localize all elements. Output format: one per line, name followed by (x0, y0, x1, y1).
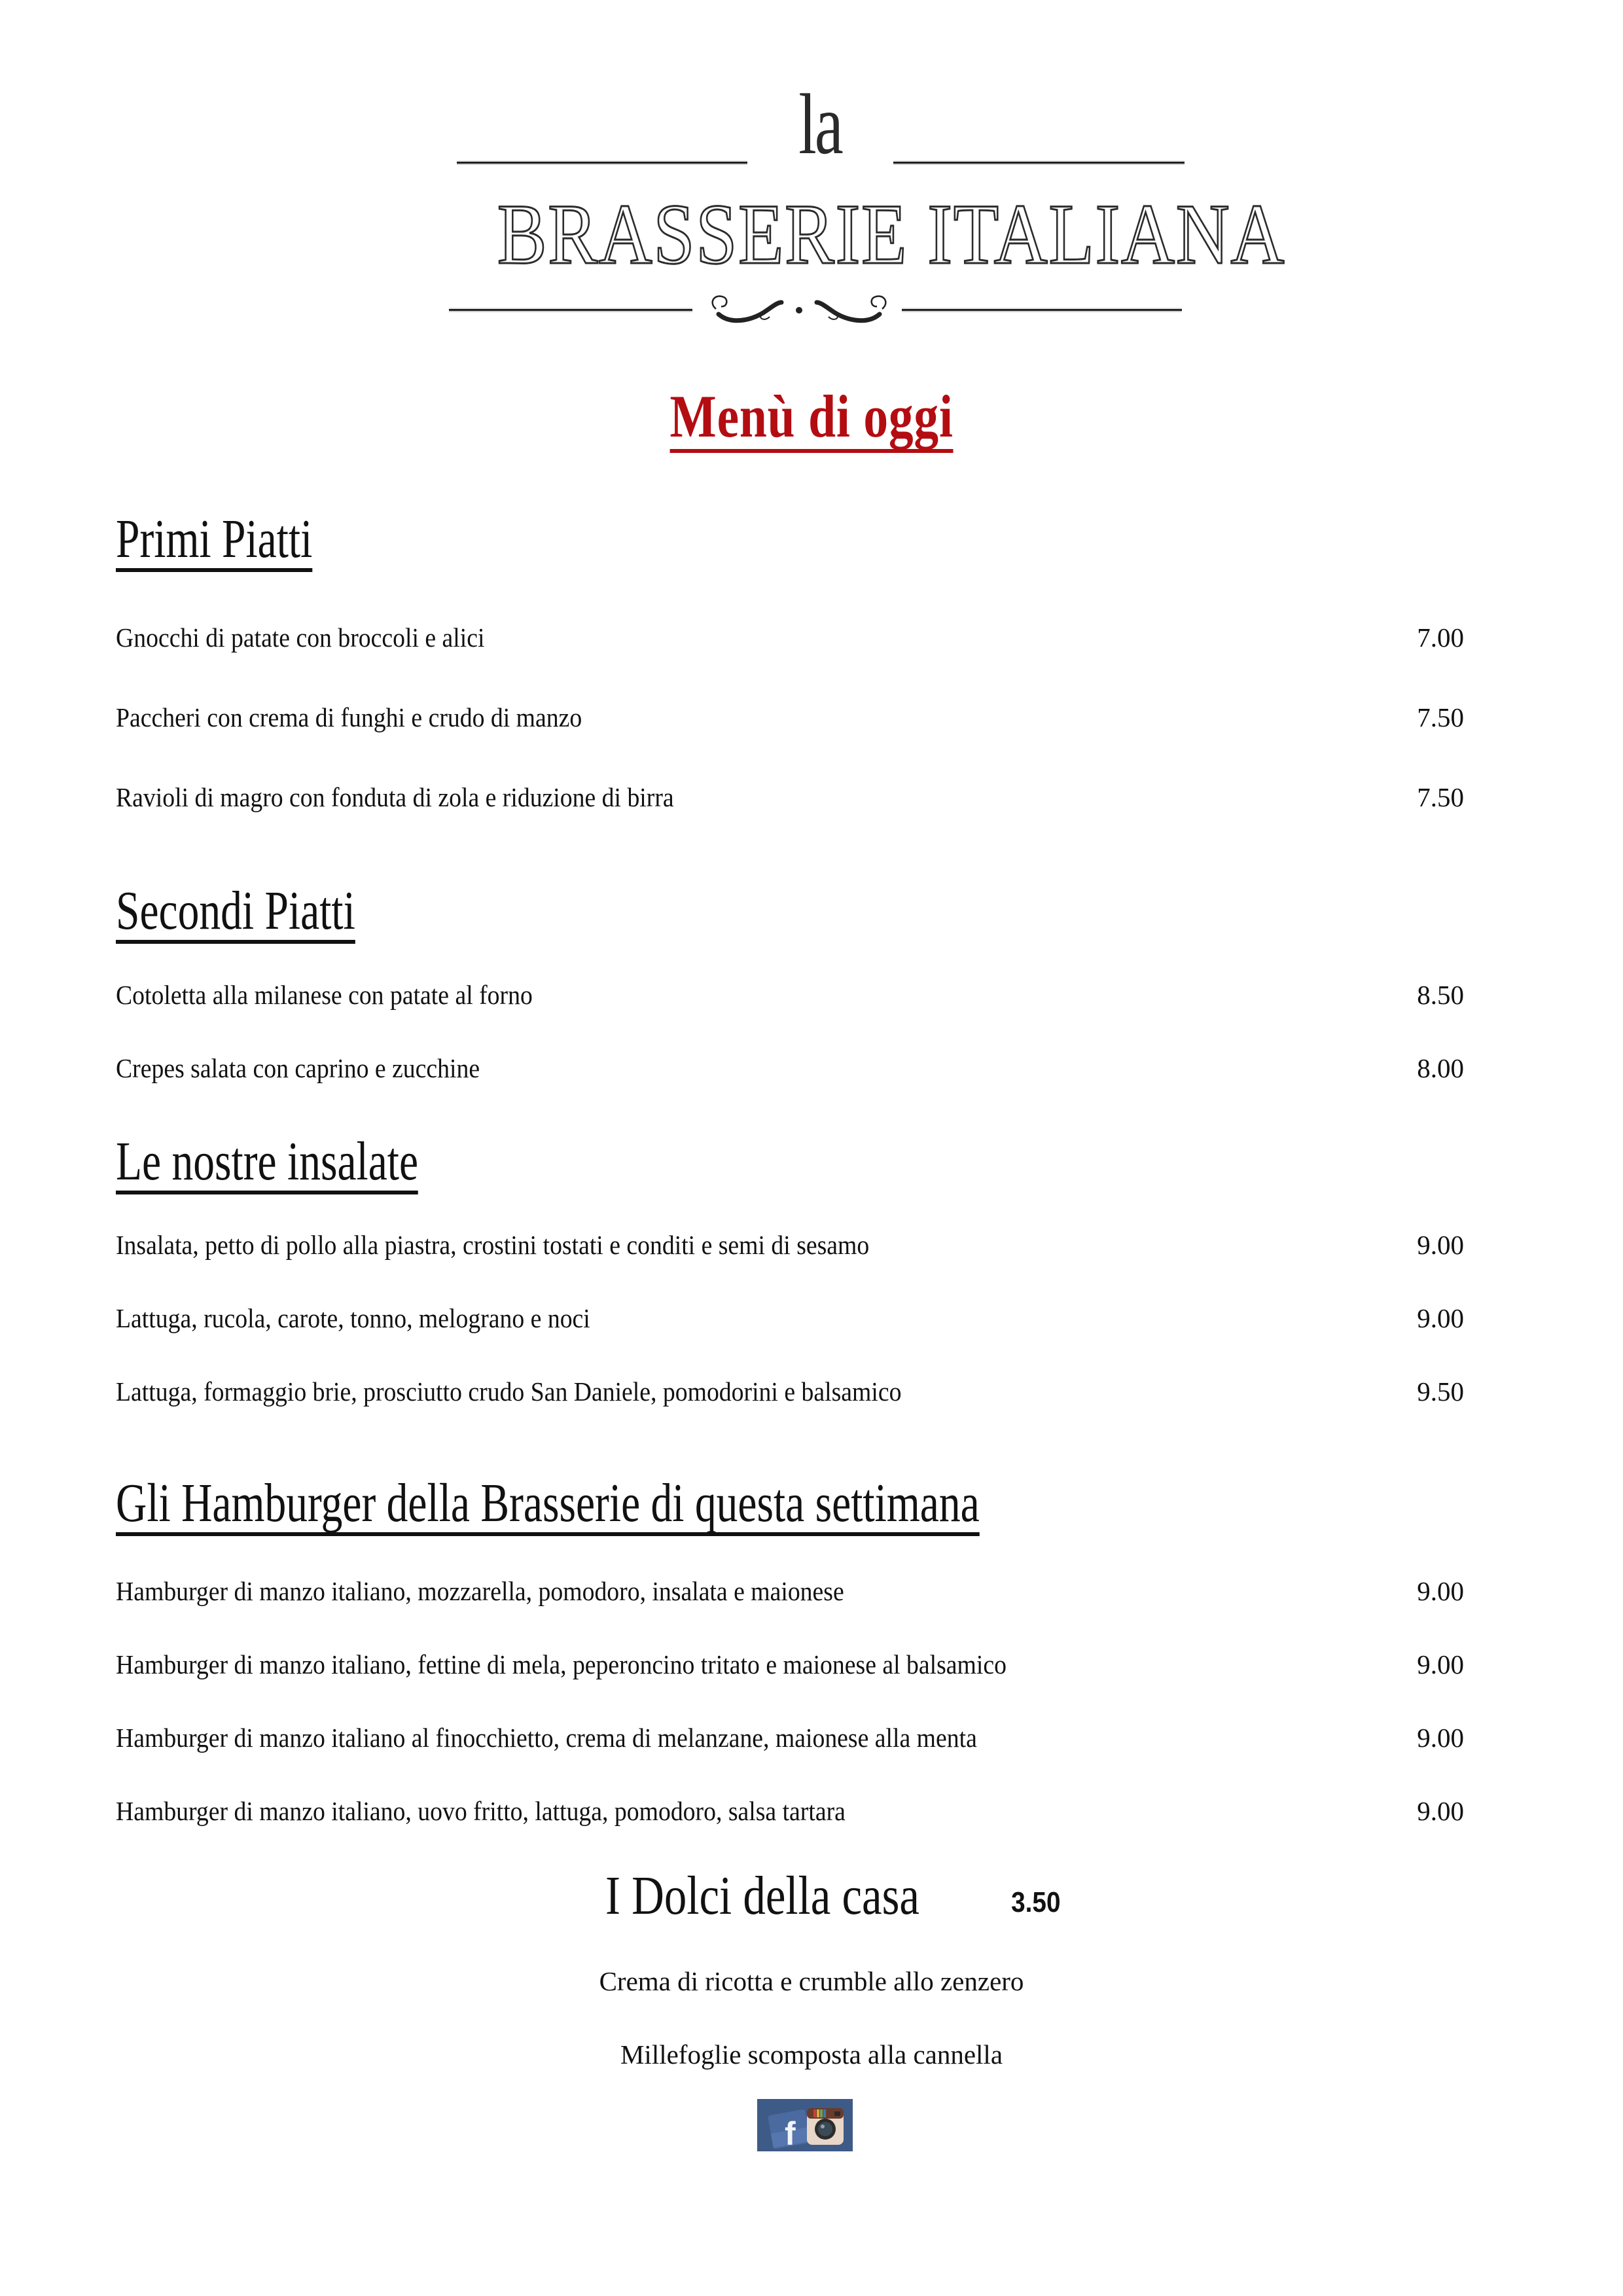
item-name: Ravioli di magro con fonduta di zola e riduzione di birra (116, 782, 674, 812)
item-price: 7.50 (1417, 702, 1464, 732)
item-price: 9.00 (1417, 1576, 1464, 1606)
section-heading-hamburger: Gli Hamburger della Brasserie di questa settimana (116, 1476, 980, 1536)
item-name: Paccheri con crema di funghi e crudo di manzo (116, 702, 582, 732)
logo-divider-top-right (893, 162, 1185, 164)
page-title (0, 383, 1623, 453)
item-price: 8.00 (1417, 1053, 1464, 1083)
item-price: 7.50 (1417, 782, 1464, 812)
svg-text:f: f (785, 2115, 796, 2151)
logo-article: la (798, 76, 842, 172)
item-name: Gnocchi di patate con broccoli e alici (116, 622, 485, 653)
logo-divider-bottom-left (449, 309, 692, 311)
social-media-icon[interactable] (757, 2099, 853, 2151)
section-heading-insalate: Le nostre insalate (116, 1134, 418, 1194)
menu-item (116, 1792, 1464, 1825)
menu-item (116, 698, 1464, 731)
item-name: Hamburger di manzo italiano, uovo fritto, lattuga, pomodoro, salsa tartara (116, 1796, 846, 1826)
section-heading-secondi: Secondi Piatti (116, 884, 355, 944)
item-name: Lattuga, formaggio brie, prosciutto crudo San Daniele, pomodorini e balsamico (116, 1376, 902, 1407)
facebook-instagram-icon (757, 2099, 853, 2151)
dessert-item: Crema di ricotta e crumble allo zenzero (599, 1966, 1024, 1996)
page-title-text: Menù di oggi (669, 386, 953, 453)
flourish-ornament-icon (704, 288, 894, 327)
item-name: Insalata, petto di pollo alla piastra, crostini tostati e conditi e semi di sesamo (116, 1230, 870, 1260)
menu-item (116, 1572, 1464, 1605)
dessert-section-heading (605, 1865, 1061, 1926)
item-name: Crepes salata con caprino e zucchine (116, 1053, 480, 1083)
menu-item (116, 778, 1464, 811)
item-name: Hamburger di manzo italiano, mozzarella, pomodoro, insalata e maionese (116, 1576, 844, 1606)
item-name: Cotoletta alla milanese con patate al forno (116, 980, 533, 1010)
dessert-title: I Dolci della casa (605, 1865, 920, 1926)
brasserie-logo (445, 76, 1286, 334)
logo-wordmark: BRASSERIE ITALIANA (497, 186, 1286, 282)
menu-item (116, 1645, 1464, 1678)
item-price: 7.00 (1417, 622, 1464, 653)
item-name: Hamburger di manzo italiano, fettine di mela, peperoncino tritato e maionese al balsamico (116, 1649, 1007, 1679)
menu-item (116, 1719, 1464, 1751)
menu-item (116, 1226, 1464, 1259)
item-price: 9.50 (1417, 1376, 1464, 1407)
item-price: 9.00 (1417, 1303, 1464, 1333)
item-name: Hamburger di manzo italiano al finocchietto, crema di melanzane, maionese alla menta (116, 1723, 977, 1753)
item-price: 9.00 (1417, 1796, 1464, 1826)
item-price: 8.50 (1417, 980, 1464, 1010)
section-heading-primi: Primi Piatti (116, 512, 312, 572)
item-price: 9.00 (1417, 1649, 1464, 1679)
logo-divider-bottom-right (902, 309, 1182, 311)
item-price: 9.00 (1417, 1230, 1464, 1260)
menu-item (116, 976, 1464, 1009)
instagram-icon (807, 2108, 844, 2145)
logo-divider-top-left (457, 162, 747, 164)
menu-item (116, 1049, 1464, 1082)
menu-item (116, 1372, 1464, 1405)
dessert-price: 3.50 (1011, 1886, 1061, 1918)
dessert-item: Millefoglie scomposta alla cannella (620, 2039, 1003, 2070)
item-price: 9.00 (1417, 1723, 1464, 1753)
menu-item (116, 619, 1464, 651)
item-name: Lattuga, rucola, carote, tonno, melograno e noci (116, 1303, 590, 1333)
menu-item (116, 1299, 1464, 1332)
